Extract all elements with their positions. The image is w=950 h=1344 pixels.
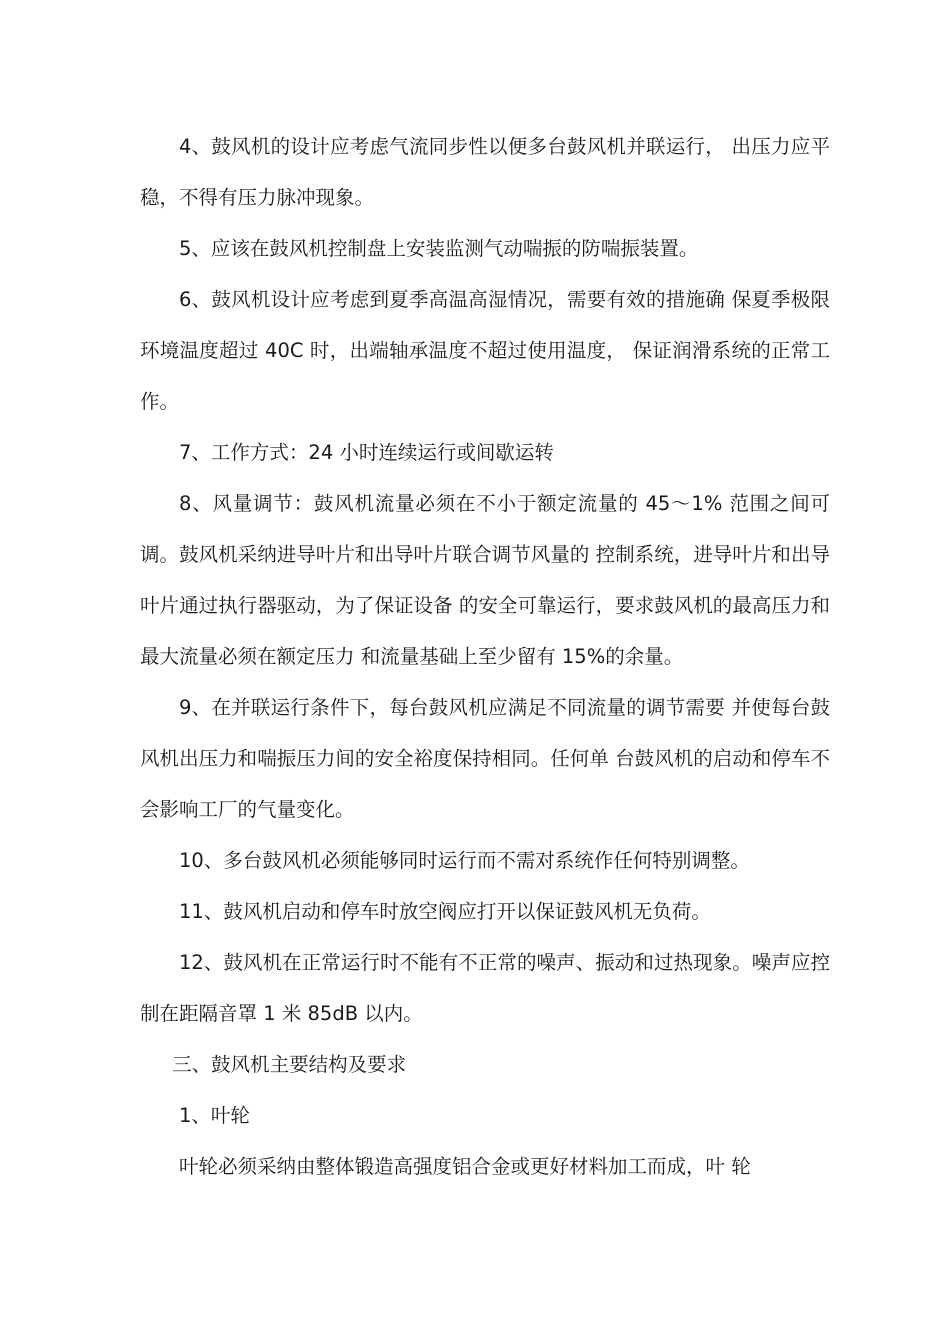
paragraph-item-6: 6、鼓风机设计应考虑到夏季高温高湿情况，需要有效的措施确 保夏季极限环境温度超过 40C 时，出端轴承温度不超过使用温度， 保证润滑系统的正常工作。 xyxy=(140,288,830,413)
paragraph-item-10: 10、多台鼓风机必须能够同时运行而不需对系统作任何特别调整。 xyxy=(179,849,750,872)
paragraph-item-8: 8、风量调节：鼓风机流量必须在不小于额定流量的 45〜1% 范围之间可调。鼓风机采纳进导叶片和出导叶片联合调节风量的 控制系统，进导叶片和出导叶片通过执行器驱动，为了保证设备 的安全可靠运行，要求鼓风机的最高压力和最大流量必须在额定压力 和流量基础上至少留有 15%的余量。 xyxy=(140,492,830,668)
paragraph-impeller: 叶轮必须采纳由整体锻造高强度铝合金或更好材料加工而成，叶 轮 xyxy=(179,1155,751,1178)
paragraph-item-4: 4、鼓风机的设计应考虑气流同步性以便多台鼓风机并联运行， 出压力应平稳，不得有压力脉冲现象。 xyxy=(140,135,830,209)
paragraph-item-5: 5、应该在鼓风机控制盘上安装监测气动喘振的防喘振装置。 xyxy=(179,237,699,260)
paragraph-item-12: 12、鼓风机在正常运行时不能有不正常的噪声、振动和过热现象。噪声应控制在距隔音罩 1 米 85dB 以内。 xyxy=(140,951,830,1025)
subsection-heading: 1、叶轮 xyxy=(179,1104,250,1127)
document-body xyxy=(140,121,830,1192)
paragraph-item-9: 9、在并联运行条件下，每台鼓风机应满足不同流量的调节需要 并使每台鼓风机出压力和喘振压力间的安全裕度保持相同。任何单 台鼓风机的启动和停车不会影响工厂的气量变化。 xyxy=(140,696,830,821)
paragraph-item-11: 11、鼓风机启动和停车时放空阀应打开以保证鼓风机无负荷。 xyxy=(179,900,711,923)
section-heading: 三、鼓风机主要结构及要求 xyxy=(172,1053,407,1076)
paragraph-item-7: 7、工作方式：24 小时连续运行或间歇运转 xyxy=(179,441,554,464)
